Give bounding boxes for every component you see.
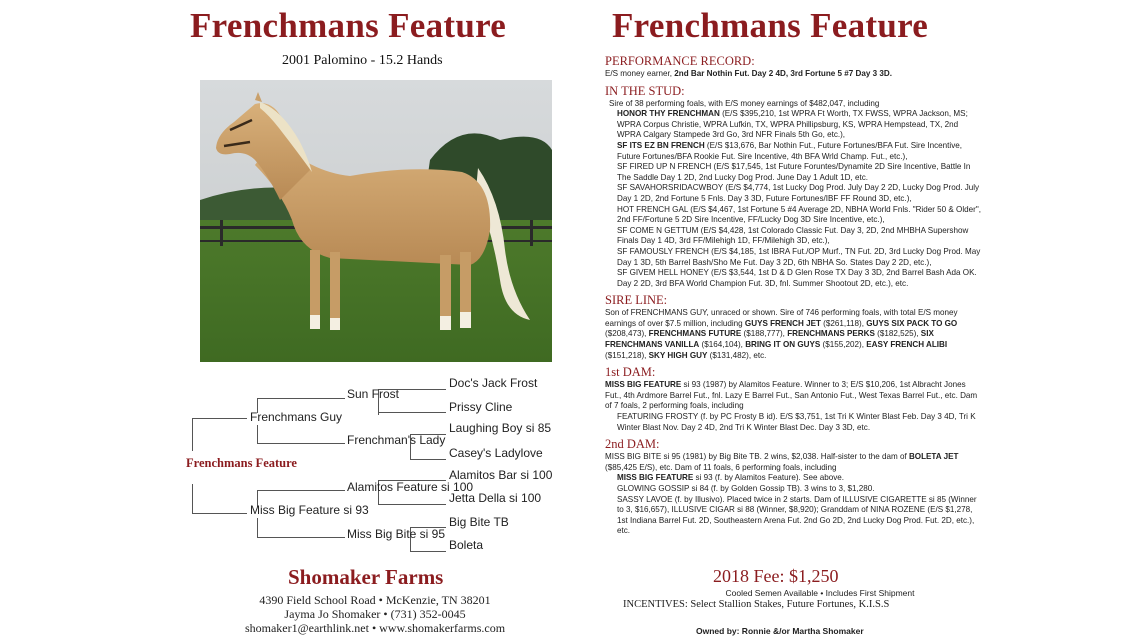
- farm-contact: Jayma Jo Shomaker • (731) 352-0045: [284, 607, 466, 621]
- stud-offspring-2-text: (E/S $13,676, Bar Nothin Fut., Future Fortunes/BFA Fut. Sire Incentive, Future Fortunes/BFA Rookie Fut. Sire Incentive, 4th BFA Wrld Champ. Fut., etc.),: [617, 140, 963, 161]
- pedigree-dss: Alamitos Bar si 100: [449, 468, 553, 482]
- performance-text-a: E/S money earner,: [605, 69, 675, 78]
- stud-offspring-6: SF COME N GETTUM (E/S $4,428, 1st Colorado Classic Fut. Day 3, 2D, 2nd MHBHA Supershow Finals Day 1 4D, 3rd FF/Milehigh 1D, FF/Milehigh 3D, etc.),: [617, 225, 969, 246]
- owner-line: Owned by: Ronnie &/or Martha Shomaker: [696, 626, 864, 636]
- farm-address: 4390 Field School Road • McKenzie, TN 38201: [259, 593, 491, 607]
- first-dam-text: si 93 (1987) by Alamitos Feature. Winner to 3; E/S $10,206, 1st Albracht Jones Fut., 4th Ardmore Barrel Fut., fnl. Lazy E Barrel Fut., San Antonio Fut., West Texas Barrel Fut., etc. Dam of 7 foals, 2 performing foals, including: [605, 380, 978, 411]
- stud-offspring-5: HOT FRENCH GAL (E/S $4,467, 1st Fortune 5 #4 Average 2D, NBHA World Fnls. "Rider 50 & Older", 2nd FF/Fortune 5 2D Sire Incentive, FF/Lucky Dog 3D Sire Incentive, etc.),: [617, 204, 981, 225]
- horse-subtitle: 2001 Palomino - 15.2 Hands: [282, 53, 443, 68]
- second-dam-heading: 2nd DAM:: [605, 437, 660, 452]
- pedigree-dds: Big Bite TB: [449, 515, 509, 529]
- pedigree-sdd: Casey's Ladylove: [449, 446, 543, 460]
- stud-offspring-4: SF SAVAHORSRIDACWBOY (E/S $4,774, 1st Lucky Dog Prod. July Day 2 2D, Lucky Dog Prod. July Day 1 2D, 2nd Fortune 5 Fnls. Day 3 3D, Future Fortunes/IBF FF Round 3D, etc.),: [617, 183, 980, 203]
- pedigree-sds: Laughing Boy si 85: [449, 421, 552, 435]
- stud-fee: 2018 Fee: $1,250: [713, 566, 839, 586]
- incentives: INCENTIVES: Select Stallion Stakes, Future Fortunes, K.I.S.S: [623, 599, 890, 610]
- pedigree-sire-sire: Sun Frost: [347, 387, 400, 401]
- farm-web: shomaker1@earthlink.net • www.shomakerfarms.com: [244, 621, 506, 635]
- pedigree-ddd: Boleta: [449, 538, 484, 552]
- first-dam-name: MISS BIG FEATURE: [605, 380, 682, 390]
- pedigree-ssd: Prissy Cline: [449, 400, 513, 414]
- pedigree-dsd: Jetta Della si 100: [449, 491, 542, 505]
- stud-offspring-3: SF FIRED UP N FRENCH (E/S $17,545, 1st Future Foruntes/Dynamite 2D Sire Incentive, Battle In The Saddle Day 1 2D, 2nd Lucky Dog Prod. June Day 1 Adult 1D, etc.: [617, 162, 971, 182]
- left-title: Frenchmans Feature: [190, 6, 507, 45]
- stud-intro: Sire of 38 performing foals, with E/S money earnings of $482,047, including: [609, 98, 880, 108]
- pedigree-dam-dam: Miss Big Bite si 95: [347, 527, 446, 541]
- second-dam-foal-2: GLOWING GOSSIP si 84 (f. by Golden Gossip TB). 3 wins to 3, $1,280.: [617, 484, 875, 493]
- sire-line-text: Son of FRENCHMANS GUY, unraced or shown. Sire of 746 performing foals, with total E/S money earnings of over $7.5 million, including GUYS FRENCH JET ($261,118), GUYS SIX PACK TO GO ($208,473), FRENCHMANS FUTURE ($188,777), FRENCHMANS PERKS ($182,525), SIX FRENCHMANS VANILLA ($164,104), BRING IT ON GUYS ($155,202), EASY FRENCH ALIBI ($151,218), SKY HIGH GUY ($131,482), etc.: [605, 308, 958, 360]
- performance-text-b: 2nd Bar Nothin Fut. Day 2 4D, 3rd Fortune 5 #7 Day 3 3D.: [674, 69, 892, 78]
- semen-note: Cooled Semen Available • Includes First Shipment: [725, 588, 915, 598]
- pedigree-sire-dam: Frenchman's Lady: [347, 433, 446, 447]
- pedigree-sss: Doc's Jack Frost: [449, 376, 538, 390]
- stud-offspring-1-text: (E/S $395,210, 1st WPRA Ft Worth, TX FWSS, WPRA Jackson, MS; WPRA Corpus Christie, WPRA Lufkin, TX, WPRA Phillipsburg, KS, WPRA Hempstead, TX, 2nd WPRA Calgary Stampede 3rd Go, 3rd NFR Finals 5th Go, etc.),: [617, 109, 968, 140]
- second-dam-foal-1-text: si 93 (f. by Alamitos Feature). See above.: [693, 473, 845, 483]
- first-dam-heading: 1st DAM:: [605, 365, 656, 380]
- pedigree-dam-sire: Alamitos Feature si 100: [347, 480, 474, 494]
- farm-name: Shomaker Farms: [288, 565, 444, 589]
- sire-line-heading: SIRE LINE:: [605, 293, 668, 308]
- pedigree-subject: Frenchmans Feature: [186, 456, 297, 470]
- second-dam-text: MISS BIG BITE si 95 (1981) by Big Bite TB. 2 wins, $2,038. Half-sister to the dam of BOLETA JET ($85,425 E/S), etc. Dam of 11 foals, 6 performing foals, including: [605, 452, 959, 472]
- pedigree-dam: Miss Big Feature si 93: [250, 503, 369, 517]
- stud-offspring-8: SF GIVEM HELL HONEY (E/S $3,544, 1st D & D Glen Rose TX Day 3 3D, 2nd Barrel Bash Ada OK. Day 2 2D, 3rd BFA World Champion Fut. 3D, fnl. Summer Shootout 2D, etc.), etc.: [617, 268, 977, 288]
- stud-offspring-7: SF FAMOUSLY FRENCH (E/S $4,185, 1st IBRA Fut./OP Murf., TN Fut. 2D, 3rd Lucky Dog Prod. May Day 1 3D, 5th Barrel Bash/Sho Me Fut. Day 3 2D, 6th NBHA So. States Day 2 2D, etc.),: [617, 246, 981, 267]
- stud-offspring-1-name: HONOR THY FRENCHMAN: [617, 109, 720, 119]
- stud-heading: IN THE STUD:: [605, 83, 685, 98]
- first-dam-foal: FEATURING FROSTY (f. by PC Frosty B id). E/S $3,751, 1st Tri K Winter Blast Feb. Day 3 4D, Tri K Winter Blast Nov. Day 2 4D, 2nd Tri K Winter Blast Dec. Day 3 3D, etc.: [617, 412, 976, 432]
- horse-photo: [200, 80, 552, 362]
- right-title: Frenchmans Feature: [612, 6, 929, 45]
- stud-offspring-2-name: SF ITS EZ BN FRENCH: [617, 140, 705, 150]
- catalog-text: [605, 54, 983, 537]
- second-dam-foal-3: SASSY LAVOE (f. by Illusivo). Placed twice in 2 starts. Dam of ILLUSIVE CIGARETTE si 85 (Winner to 3, $16,657), ILLUSIVE CIGAR si 88 (Winner, $8,920); Granddam of NINA ROZENE (E/S $1,278, 1st Indiana Barrel Fut. 2D, Southeastern Arena Fut. 2nd Go 2D, 2nd Lucky Dog Prod. Fut. 2D, etc.), etc.: [617, 494, 977, 536]
- pedigree-sire: Frenchmans Guy: [250, 410, 343, 424]
- second-dam-foal-1-name: MISS BIG FEATURE: [617, 473, 694, 483]
- performance-heading: PERFORMANCE RECORD:: [605, 54, 755, 68]
